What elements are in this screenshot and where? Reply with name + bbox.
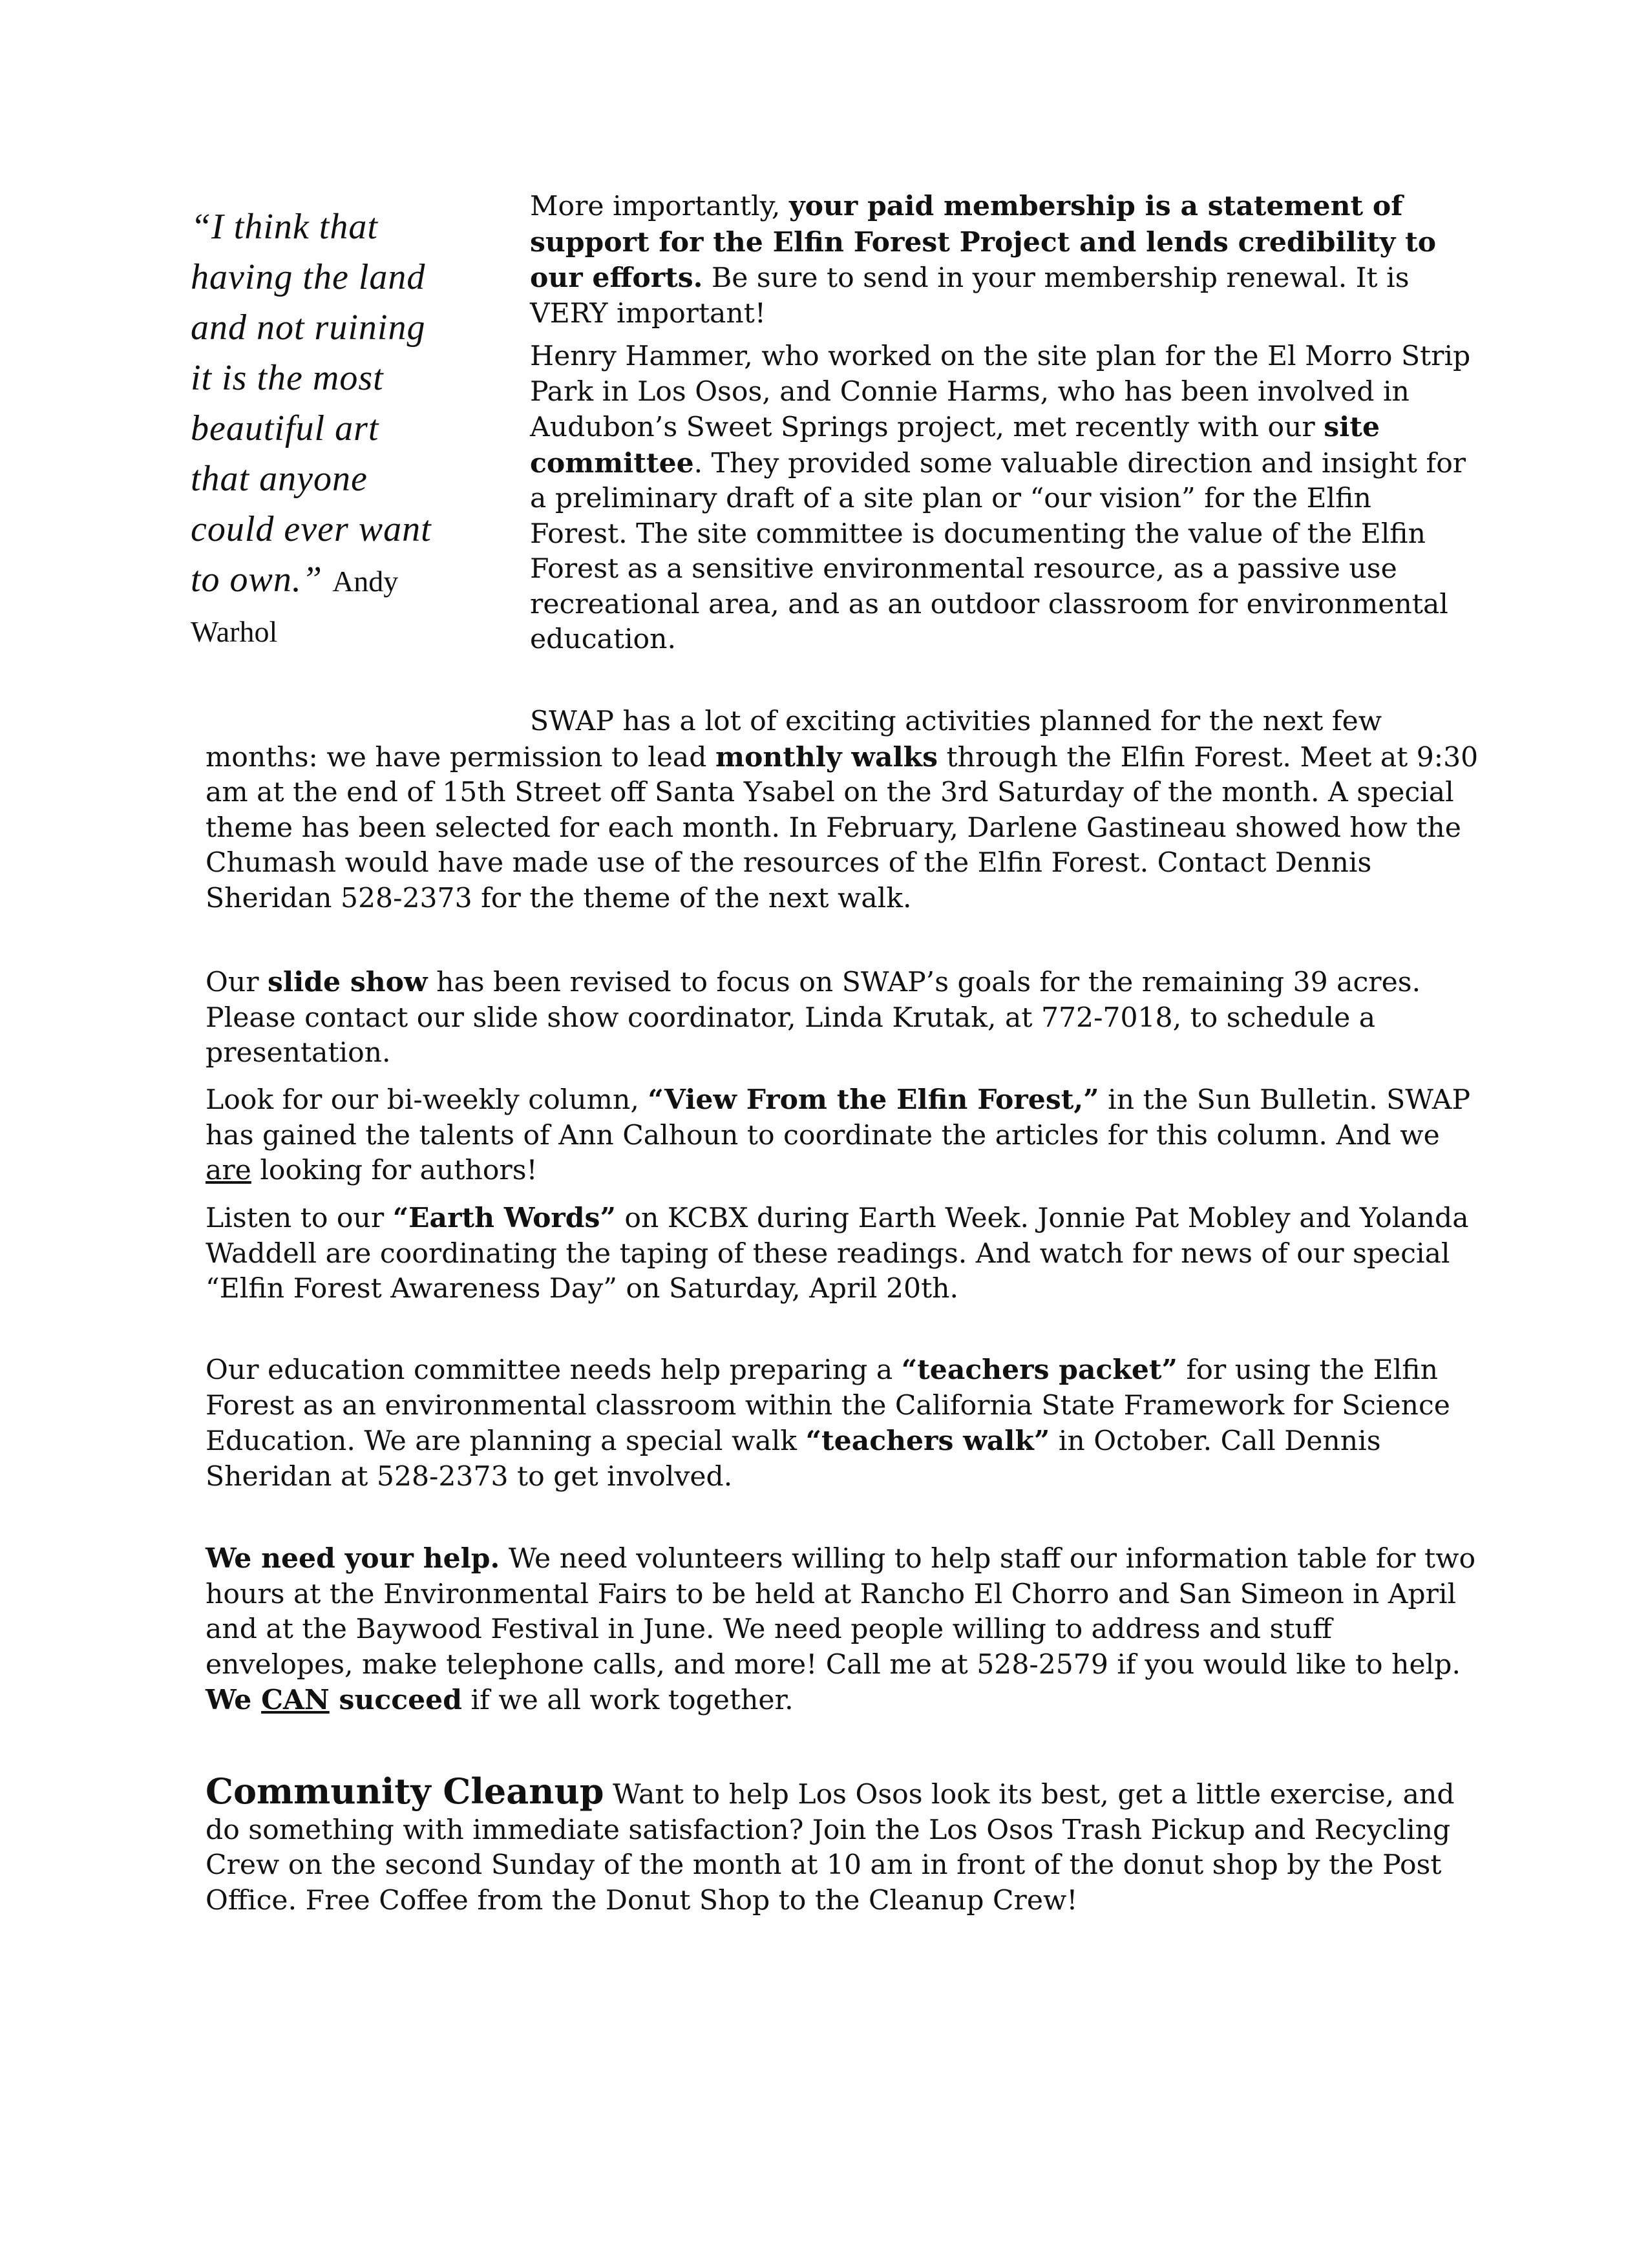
quote-line: it is the most (191, 358, 384, 398)
text: has been revised to focus on SWAP’s goals for the remaining 39 acres. Please contact our slide show coordinator, Linda Krutak, at 772-7018, to schedule a presentation. (206, 967, 1421, 1069)
text: if we all work together. (461, 1685, 794, 1716)
succeed-emphasis: succeed (329, 1684, 462, 1716)
column-paragraph (206, 1082, 1480, 1189)
earth-words-emphasis: “Earth Words” (392, 1202, 616, 1234)
quote-line-last (191, 554, 507, 607)
text: SWAP has a lot of exciting activities planned for the next few months: we have permission to lead (206, 706, 1382, 773)
quote-line: and not ruining (191, 308, 426, 348)
teachers-packet-emphasis: “teachers packet” (901, 1354, 1178, 1386)
text: Want to help Los Osos look its best, get a little exercise, and do something with immediate satisfaction? Join the Los Osos Trash Pickup and Recycling Crew on the second Sunday of the month at 10 am in front of the donut shop by the Post Office. Free Coffee from the Donut Shop to the Cleanup Crew! (206, 1779, 1455, 1916)
earth-words-paragraph (206, 1201, 1480, 1307)
teachers-walk-emphasis: “teachers walk” (805, 1425, 1050, 1457)
text: in the Sun Bulletin. SWAP has gained the talents of Ann Calhoun to coordinate the articles for this column. And we (206, 1084, 1471, 1151)
text: Look for our bi-weekly column, (206, 1084, 648, 1116)
cleanup-paragraph (206, 1770, 1480, 1918)
can-underline: CAN (261, 1684, 330, 1716)
text: for using the Elfin Forest as an environmental classroom within the California State Framework for Science Education. We are planning a special walk (206, 1354, 1450, 1457)
slide-show-paragraph (206, 965, 1480, 1071)
quote-line: having the land (191, 257, 426, 297)
text: through the Elfin Forest. Meet at 9:30 am at the end of 15th Street off Santa Ysabel on the 3rd Saturday of the month. A special theme has been selected for each month. In February, Darlene Gastineau showed how the Chumash would have made use of the resources of the Elfin Forest. Contact Dennis Sheridan 528-2373 for the theme of the next walk. (206, 741, 1479, 914)
monthly-walks-paragraph (206, 704, 1480, 916)
site-committee-paragraph (530, 339, 1474, 658)
quote-line: that anyone (191, 459, 368, 499)
text: in October. Call Dennis Sheridan at 528-2373 to get involved. (206, 1425, 1381, 1493)
text: Henry Hammer, who worked on the site plan for the El Morro Strip Park in Los Osos, and Connie Harms, who has been involved in Audubon’s Sweet Springs project, met recently with our (530, 341, 1471, 443)
text: Our education committee needs help preparing a (206, 1354, 902, 1386)
text: More importantly, (530, 191, 789, 222)
site-committee-emphasis: site committee (530, 411, 1380, 479)
slide-show-emphasis: slide show (268, 966, 428, 998)
text: We need volunteers willing to help staff our information table for two hours at the Environmental Fairs to be held at Rancho El Chorro and San Simeon in April and at the Baywood Festival in June. We need people willing to address and stuff envelopes, make telephone calls, and more! Call me at 528-2579 if you would like to help. (206, 1543, 1476, 1681)
text: on KCBX during Earth Week. Jonnie Pat Mobley and Yolanda Waddell are coordinating the taping of these readings. And watch for news of our special “Elfin Forest Awareness Day” on Saturday, April 20th. (206, 1202, 1469, 1305)
quote-line: “I think that (191, 207, 378, 247)
quote-author-last: Warhol (191, 615, 278, 648)
quote-author-first: Andy (332, 565, 399, 598)
quote-line: beautiful art (191, 408, 379, 448)
cleanup-heading: Community Cleanup (206, 1770, 604, 1812)
text: Our (206, 967, 268, 998)
warhol-quote (191, 202, 507, 657)
text: Listen to our (206, 1202, 393, 1234)
column-title-emphasis: “View From the Elfin Forest,” (648, 1084, 1099, 1116)
are-underline: are (206, 1155, 251, 1186)
education-paragraph (206, 1352, 1480, 1495)
monthly-walks-emphasis: monthly walks (715, 740, 938, 773)
quote-line: to own.” (191, 560, 323, 600)
volunteers-paragraph (206, 1541, 1480, 1719)
quote-line: could ever want (191, 509, 432, 549)
text: . They provided some valuable direction and insight for a preliminary draft of a site plan or “our vision” for the Elfin Forest. The site committee is documenting the value of the Elfin Forest as a sensitive environmental resource, as a passive use recreational area, and as an outdoor classroom for environmental education. (530, 447, 1466, 655)
need-help-emphasis: We need your help. (206, 1542, 500, 1575)
we-can-emphasis: We (206, 1684, 262, 1716)
text: Be sure to send in your membership renewal. It is VERY important! (530, 262, 1410, 330)
text: looking for authors! (251, 1155, 538, 1186)
membership-emphasis: your paid membership is a statement of support for the Elfin Forest Project and lends credibility to our efforts. (530, 190, 1437, 294)
membership-paragraph (530, 189, 1474, 331)
